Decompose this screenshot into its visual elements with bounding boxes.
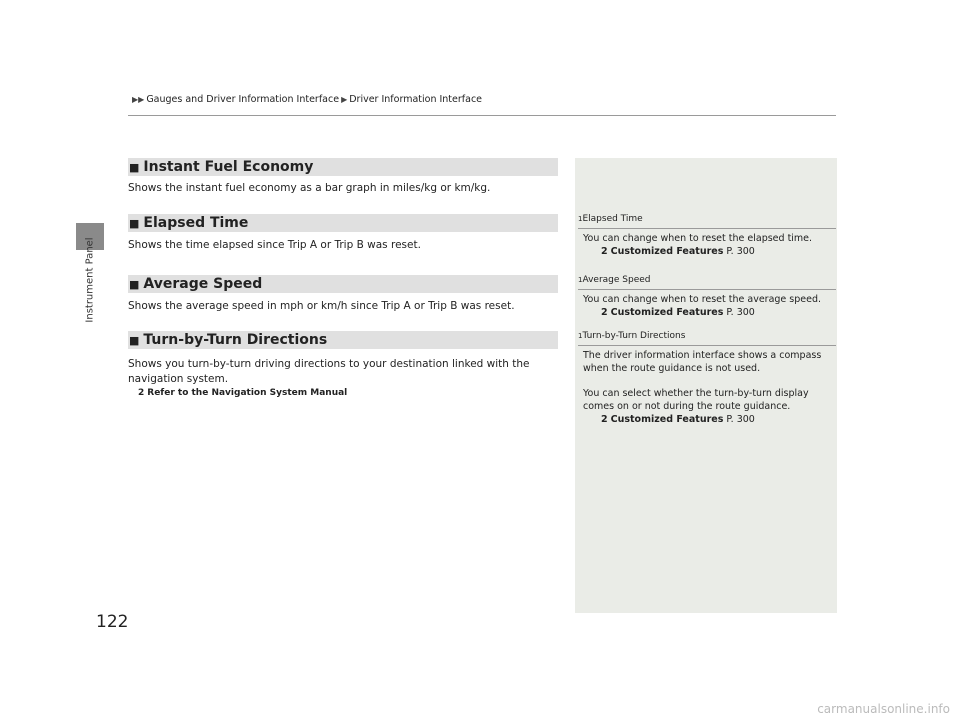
reference-arrow-icon: 2 — [138, 388, 145, 398]
cross-reference-navigation-manual[interactable]: 2 Refer to the Navigation System Manual — [138, 388, 348, 398]
section-body: Shows the average speed in mph or km/h since Trip A or Trip B was reset. — [128, 300, 515, 312]
section-body: Shows the time elapsed since Trip A or Trip B was reset. — [128, 239, 421, 251]
square-bullet-icon: ■ — [129, 216, 140, 230]
chapter-label: Instrument Panel — [84, 237, 96, 323]
reference-arrow-icon: 2 — [601, 414, 608, 426]
page-number: 122 — [96, 612, 129, 632]
note-body: The driver information interface shows a compass when the route guidance is not used. You can select whether the turn-by-turn display comes on or not during the route guidance. 2 Customized Features P. 300 — [578, 349, 836, 426]
note-number: 1 — [578, 215, 583, 223]
reference-arrow-icon: 2 — [601, 246, 608, 258]
breadcrumb-separator-icon: ▶ — [341, 95, 348, 104]
section-body: Shows the instant fuel economy as a bar graph in miles/kg or km/kg. — [128, 182, 491, 194]
note-turn-by-turn — [578, 331, 836, 426]
header-divider — [128, 115, 836, 116]
section-heading-turn-by-turn: ■ Turn-by-Turn Directions — [128, 331, 558, 349]
note-title: $^1$Turn-by-Turn Directions — [578, 331, 836, 346]
breadcrumb — [130, 94, 482, 105]
note-body: You can change when to reset the elapsed time. 2 Customized Features P. 300 — [578, 232, 836, 259]
section-heading-average-speed: ■ Average Speed — [128, 275, 558, 293]
section-heading-instant-fuel-economy: ■ Instant Fuel Economy — [128, 158, 558, 176]
square-bullet-icon: ■ — [129, 333, 140, 347]
note-average-speed — [578, 275, 836, 320]
section-body: Shows you turn-by-turn driving directions to your destination linked with the navigation system. 2 Refer to the Navigation System Manual — [128, 357, 558, 400]
breadcrumb-arrow-icon: ▶▶ — [132, 95, 145, 104]
note-elapsed-time — [578, 214, 836, 259]
note-number: 1 — [578, 276, 583, 284]
cross-reference[interactable]: 2 Customized Features P. 300 — [601, 307, 755, 319]
note-body: You can change when to reset the average speed. 2 Customized Features P. 300 — [578, 293, 836, 320]
cross-reference[interactable]: 2 Customized Features P. 300 — [601, 246, 755, 258]
breadcrumb-item-driver-info[interactable]: Driver Information Interface — [349, 94, 483, 105]
cross-reference[interactable]: 2 Customized Features P. 300 — [601, 414, 755, 426]
section-heading-elapsed-time: ■ Elapsed Time — [128, 214, 558, 232]
note-number: 1 — [578, 332, 583, 340]
breadcrumb-item-gauges[interactable]: Gauges and Driver Information Interface — [146, 94, 340, 105]
square-bullet-icon: ■ — [129, 160, 140, 174]
watermark: carmanualsonline.info — [817, 702, 950, 716]
note-title: $^1$Elapsed Time — [578, 214, 836, 229]
reference-arrow-icon: 2 — [601, 307, 608, 319]
square-bullet-icon: ■ — [129, 277, 140, 291]
note-title: $^1$Average Speed — [578, 275, 836, 290]
